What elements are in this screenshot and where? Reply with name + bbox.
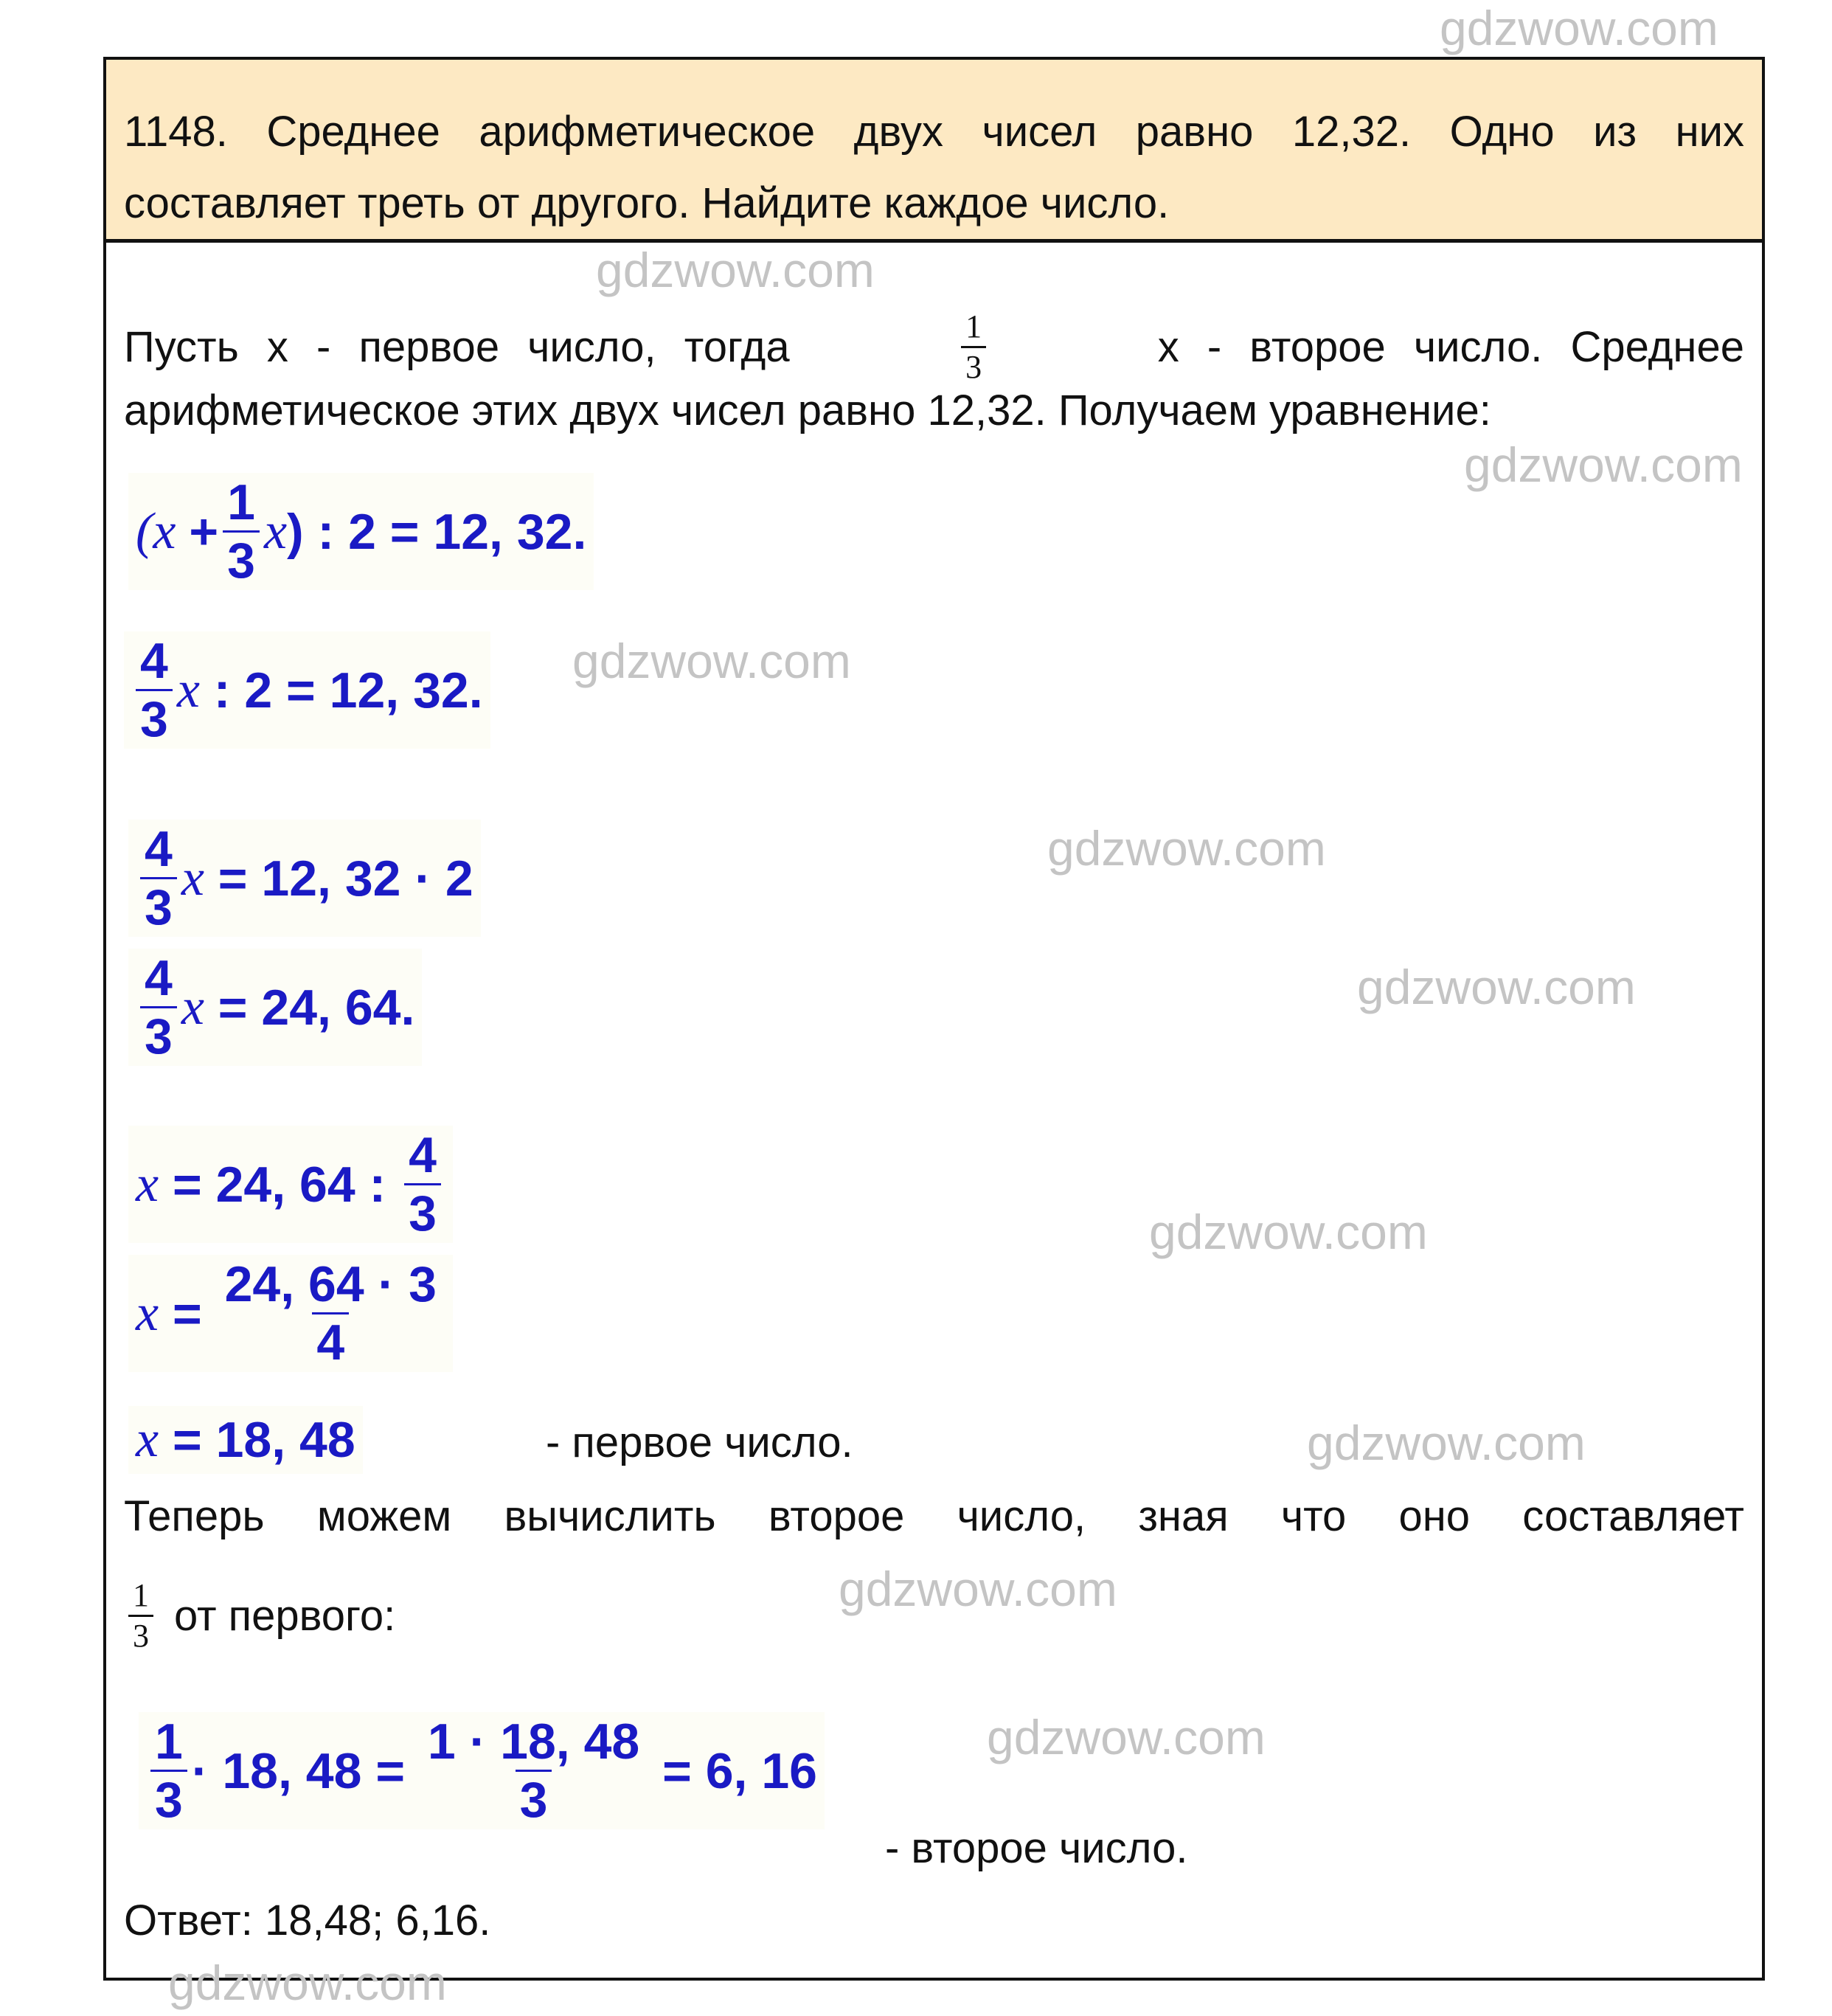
equation-1 bbox=[128, 473, 594, 590]
answer: Ответ: 18,48; 6,16. bbox=[124, 1897, 491, 1944]
intro-line-1 bbox=[124, 308, 1744, 385]
then-rest-text: от первого: bbox=[174, 1591, 396, 1640]
numerator: 1 bbox=[227, 474, 255, 530]
equation-rest: = 24, 64 : bbox=[159, 1156, 400, 1213]
intro-text-b: х - второе число. Среднее bbox=[1157, 322, 1744, 371]
numerator: 1 bbox=[133, 1577, 149, 1613]
watermark: gdzwow.com bbox=[572, 634, 851, 688]
second-number-label: - второе число. bbox=[885, 1824, 1188, 1872]
fraction bbox=[423, 1714, 644, 1828]
denominator: 3 bbox=[961, 346, 986, 384]
equals: = bbox=[159, 1285, 216, 1342]
denominator: 3 bbox=[128, 1615, 153, 1652]
equation-rest: = 24, 64. bbox=[204, 979, 415, 1036]
plus: + bbox=[189, 503, 219, 560]
numerator: 1 bbox=[965, 308, 982, 344]
denominator: 3 bbox=[140, 877, 177, 932]
paren: ( bbox=[136, 502, 153, 560]
problem-text-line-1: 1148. Среднее арифметическое двух чисел равно 12,32. Одно из них bbox=[124, 108, 1744, 156]
fraction bbox=[136, 633, 173, 747]
watermark: gdzwow.com bbox=[839, 1562, 1117, 1616]
intro-line-2: арифметическое этих двух чисел равно 12,32. Получаем уравнение: bbox=[124, 387, 1491, 434]
equation-7 bbox=[128, 1406, 363, 1474]
first-number-label: - первое число. bbox=[546, 1419, 853, 1466]
denominator: 4 bbox=[312, 1312, 349, 1368]
numerator: 4 bbox=[409, 1127, 437, 1183]
numerator: 24, 64 · 3 bbox=[224, 1256, 437, 1312]
equation-3 bbox=[128, 820, 481, 937]
watermark: gdzwow.com bbox=[1440, 1, 1718, 55]
equation-5 bbox=[128, 1126, 453, 1243]
numerator: 1 bbox=[155, 1714, 183, 1770]
equation-mid: · 18, 48 = bbox=[191, 1742, 419, 1799]
watermark: gdzwow.com bbox=[1464, 437, 1743, 492]
denominator: 3 bbox=[140, 1006, 177, 1061]
var-x: x bbox=[181, 849, 204, 907]
numerator: 4 bbox=[145, 821, 173, 877]
watermark: gdzwow.com bbox=[596, 243, 875, 297]
equation-rest: = 6, 16 bbox=[648, 1742, 817, 1799]
equation-rest: ) : 2 = 12, 32. bbox=[287, 503, 587, 560]
var-x: x bbox=[176, 661, 200, 718]
denominator: 3 bbox=[136, 689, 173, 744]
watermark: gdzwow.com bbox=[1307, 1416, 1586, 1470]
numerator: 4 bbox=[140, 633, 168, 689]
numerator: 1 · 18, 48 bbox=[427, 1714, 640, 1770]
var-x: x bbox=[136, 1155, 159, 1213]
equation-6 bbox=[128, 1255, 453, 1372]
fraction bbox=[404, 1127, 441, 1241]
fraction-one-third bbox=[961, 308, 986, 385]
denominator: 3 bbox=[404, 1183, 441, 1239]
watermark: gdzwow.com bbox=[1047, 821, 1326, 876]
equation-8 bbox=[139, 1712, 825, 1829]
equation-rest: = 12, 32 · 2 bbox=[204, 850, 473, 907]
equation-rest: = 18, 48 bbox=[159, 1412, 355, 1468]
denominator: 3 bbox=[223, 530, 260, 586]
denominator: 3 bbox=[516, 1770, 552, 1825]
then-line: Теперь можем вычислить второе число, зная что оно составляет bbox=[124, 1492, 1744, 1540]
watermark: gdzwow.com bbox=[1357, 960, 1636, 1014]
equation-2 bbox=[124, 631, 490, 749]
watermark: gdzwow.com bbox=[1149, 1205, 1428, 1259]
var-x: x bbox=[181, 978, 204, 1036]
equation-rest: : 2 = 12, 32. bbox=[199, 662, 483, 718]
numerator: 4 bbox=[145, 950, 173, 1006]
var-x: x bbox=[136, 1284, 159, 1342]
fraction bbox=[140, 821, 177, 935]
denominator: 3 bbox=[150, 1770, 187, 1825]
var-x: x bbox=[153, 502, 176, 560]
var-x: x bbox=[263, 502, 288, 560]
fraction bbox=[150, 1714, 187, 1828]
problem-text-line-2: составляет треть от другого. Найдите каждое число. bbox=[124, 179, 1170, 227]
watermark: gdzwow.com bbox=[168, 1956, 447, 2010]
fraction bbox=[140, 950, 177, 1064]
watermark: gdzwow.com bbox=[987, 1710, 1266, 1764]
fraction bbox=[223, 474, 260, 589]
solution-card bbox=[103, 57, 1765, 1981]
problem-header bbox=[106, 60, 1762, 243]
var-x: x bbox=[136, 1411, 159, 1468]
fraction-one-third bbox=[128, 1579, 153, 1652]
intro-text-a: Пусть х - первое число, тогда bbox=[124, 322, 790, 371]
fraction bbox=[221, 1256, 441, 1371]
equation-4 bbox=[128, 949, 422, 1066]
